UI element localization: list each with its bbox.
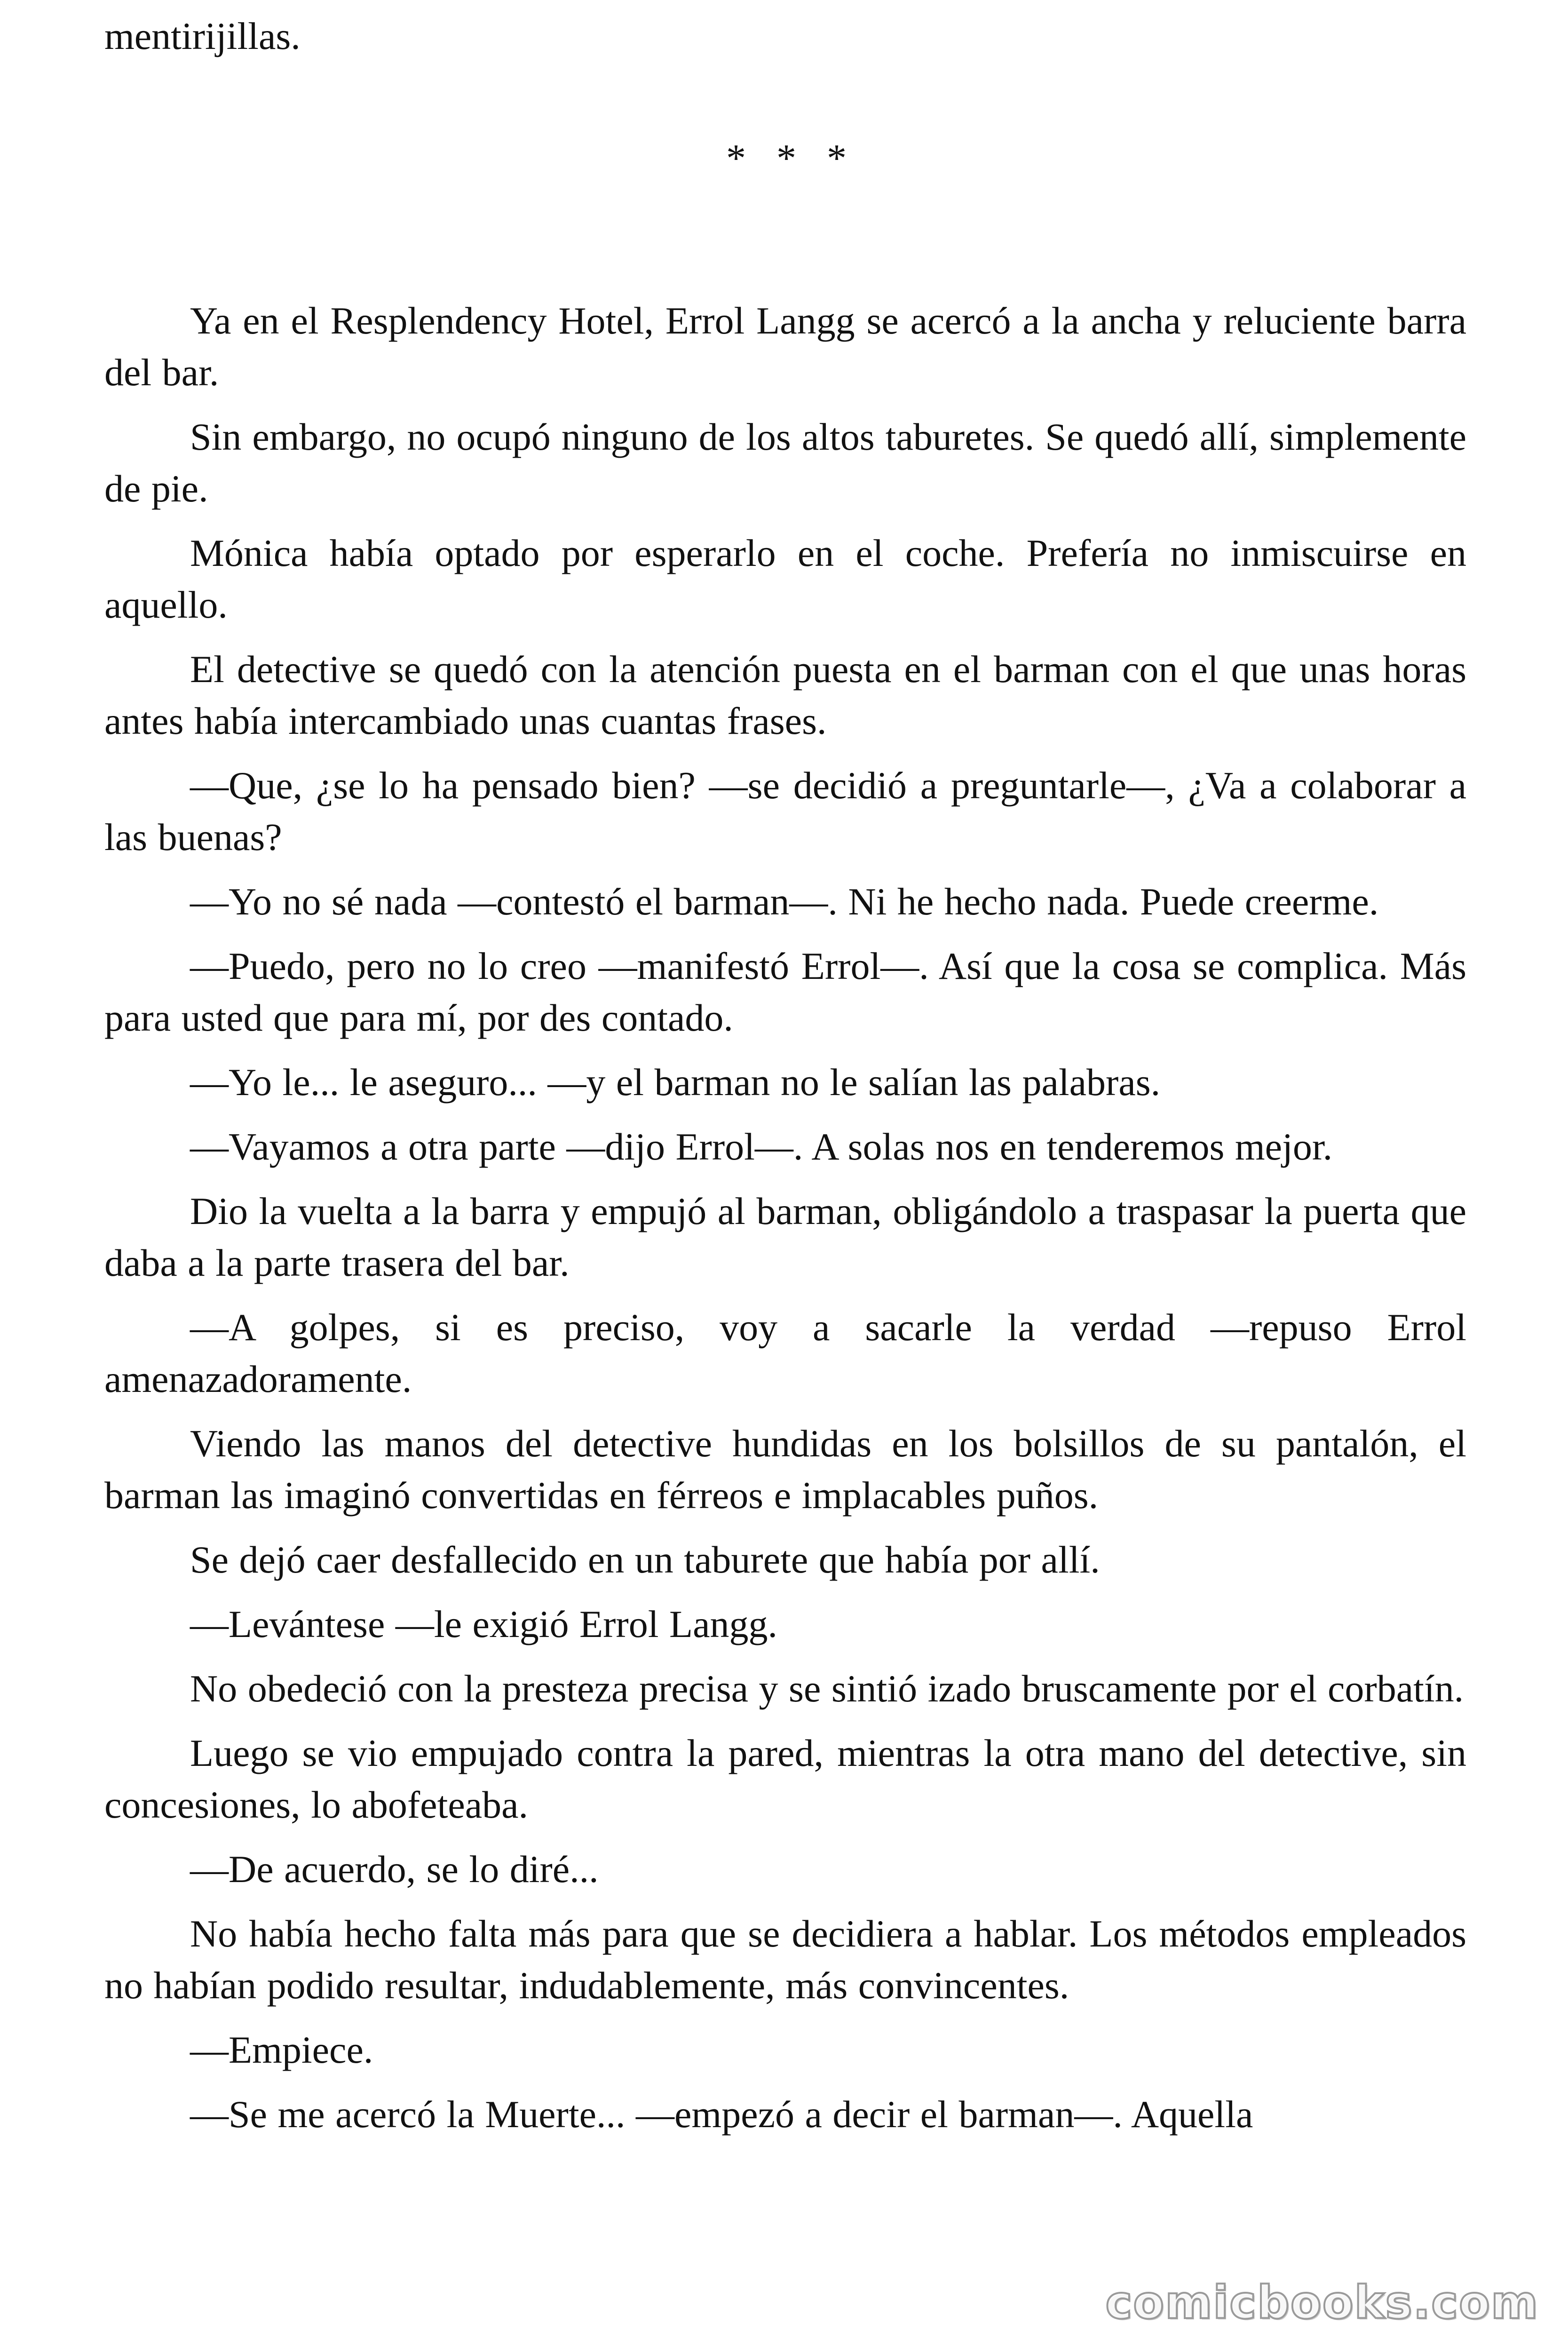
carry-over-line: mentirijillas. — [104, 15, 301, 57]
paragraph: Ya en el Resplendency Hotel, Errol Langg se acercó a la ancha y reluciente barra del bar. — [104, 299, 1466, 394]
paragraph: —Se me acercó la Muerte... —empezó a decir el barman—. Aquella — [190, 2093, 1253, 2136]
paragraph: —A golpes, si es preciso, voy a sacarle la verdad —repuso Errol amenazadoramente. — [104, 1306, 1466, 1400]
paragraph: Viendo las manos del detective hundidas en los bolsillos de su pantalón, el barman las imaginó convertidas en férreos e implacables puños. — [104, 1422, 1466, 1517]
watermark-logo: comicbooks.com — [1105, 2276, 1539, 2329]
paragraph: Dio la vuelta a la barra y empujó al barman, obligándolo a traspasar la puerta que daba a la parte trasera del bar. — [104, 1190, 1466, 1284]
paragraph: —Que, ¿se lo ha pensado bien? —se decidió a preguntarle—, ¿Va a colaborar a las buenas? — [104, 764, 1466, 858]
paragraph: —Yo no sé nada —contestó el barman—. Ni he hecho nada. Puede creerme. — [190, 880, 1379, 923]
paragraph: El detective se quedó con la atención puesta en el barman con el que unas horas antes había intercambiado unas cuantas frases. — [104, 648, 1466, 742]
paragraph: No obedeció con la presteza precisa y se sintió izado bruscamente por el corbatín. — [190, 1667, 1464, 1710]
paragraph: —Levántese —le exigió Errol Langg. — [190, 1603, 777, 1645]
paragraph: Se dejó caer desfallecido en un taburete que había por allí. — [190, 1538, 1100, 1581]
page-text — [104, 10, 1466, 2153]
paragraph: —Puedo, pero no lo creo —manifestó Errol—. Así que la cosa se complica. Más para usted que para mí, por des contado. — [104, 945, 1466, 1039]
paragraph: No había hecho falta más para que se decidiera a hablar. Los métodos empleados no habían podido resultar, indudablemente, más convincentes. — [104, 1912, 1466, 2007]
paragraph: Luego se vio empujado contra la pared, mientras la otra mano del detective, sin concesiones, lo abofeteaba. — [104, 1732, 1466, 1826]
paragraph: Mónica había optado por esperarlo en el coche. Prefería no inmiscuirse en aquello. — [104, 532, 1466, 626]
paragraph: —Empiece. — [190, 2028, 373, 2071]
paragraph: —De acuerdo, se lo diré... — [190, 1848, 599, 1891]
paragraph: —Vayamos a otra parte —dijo Errol—. A solas nos en tenderemos mejor. — [190, 1125, 1333, 1168]
scene-separator: * * * — [726, 136, 857, 180]
paragraph: Sin embargo, no ocupó ninguno de los altos taburetes. Se quedó allí, simplemente de pie. — [104, 415, 1466, 510]
paragraph: —Yo le... le aseguro... —y el barman no le salían las palabras. — [190, 1061, 1161, 1104]
